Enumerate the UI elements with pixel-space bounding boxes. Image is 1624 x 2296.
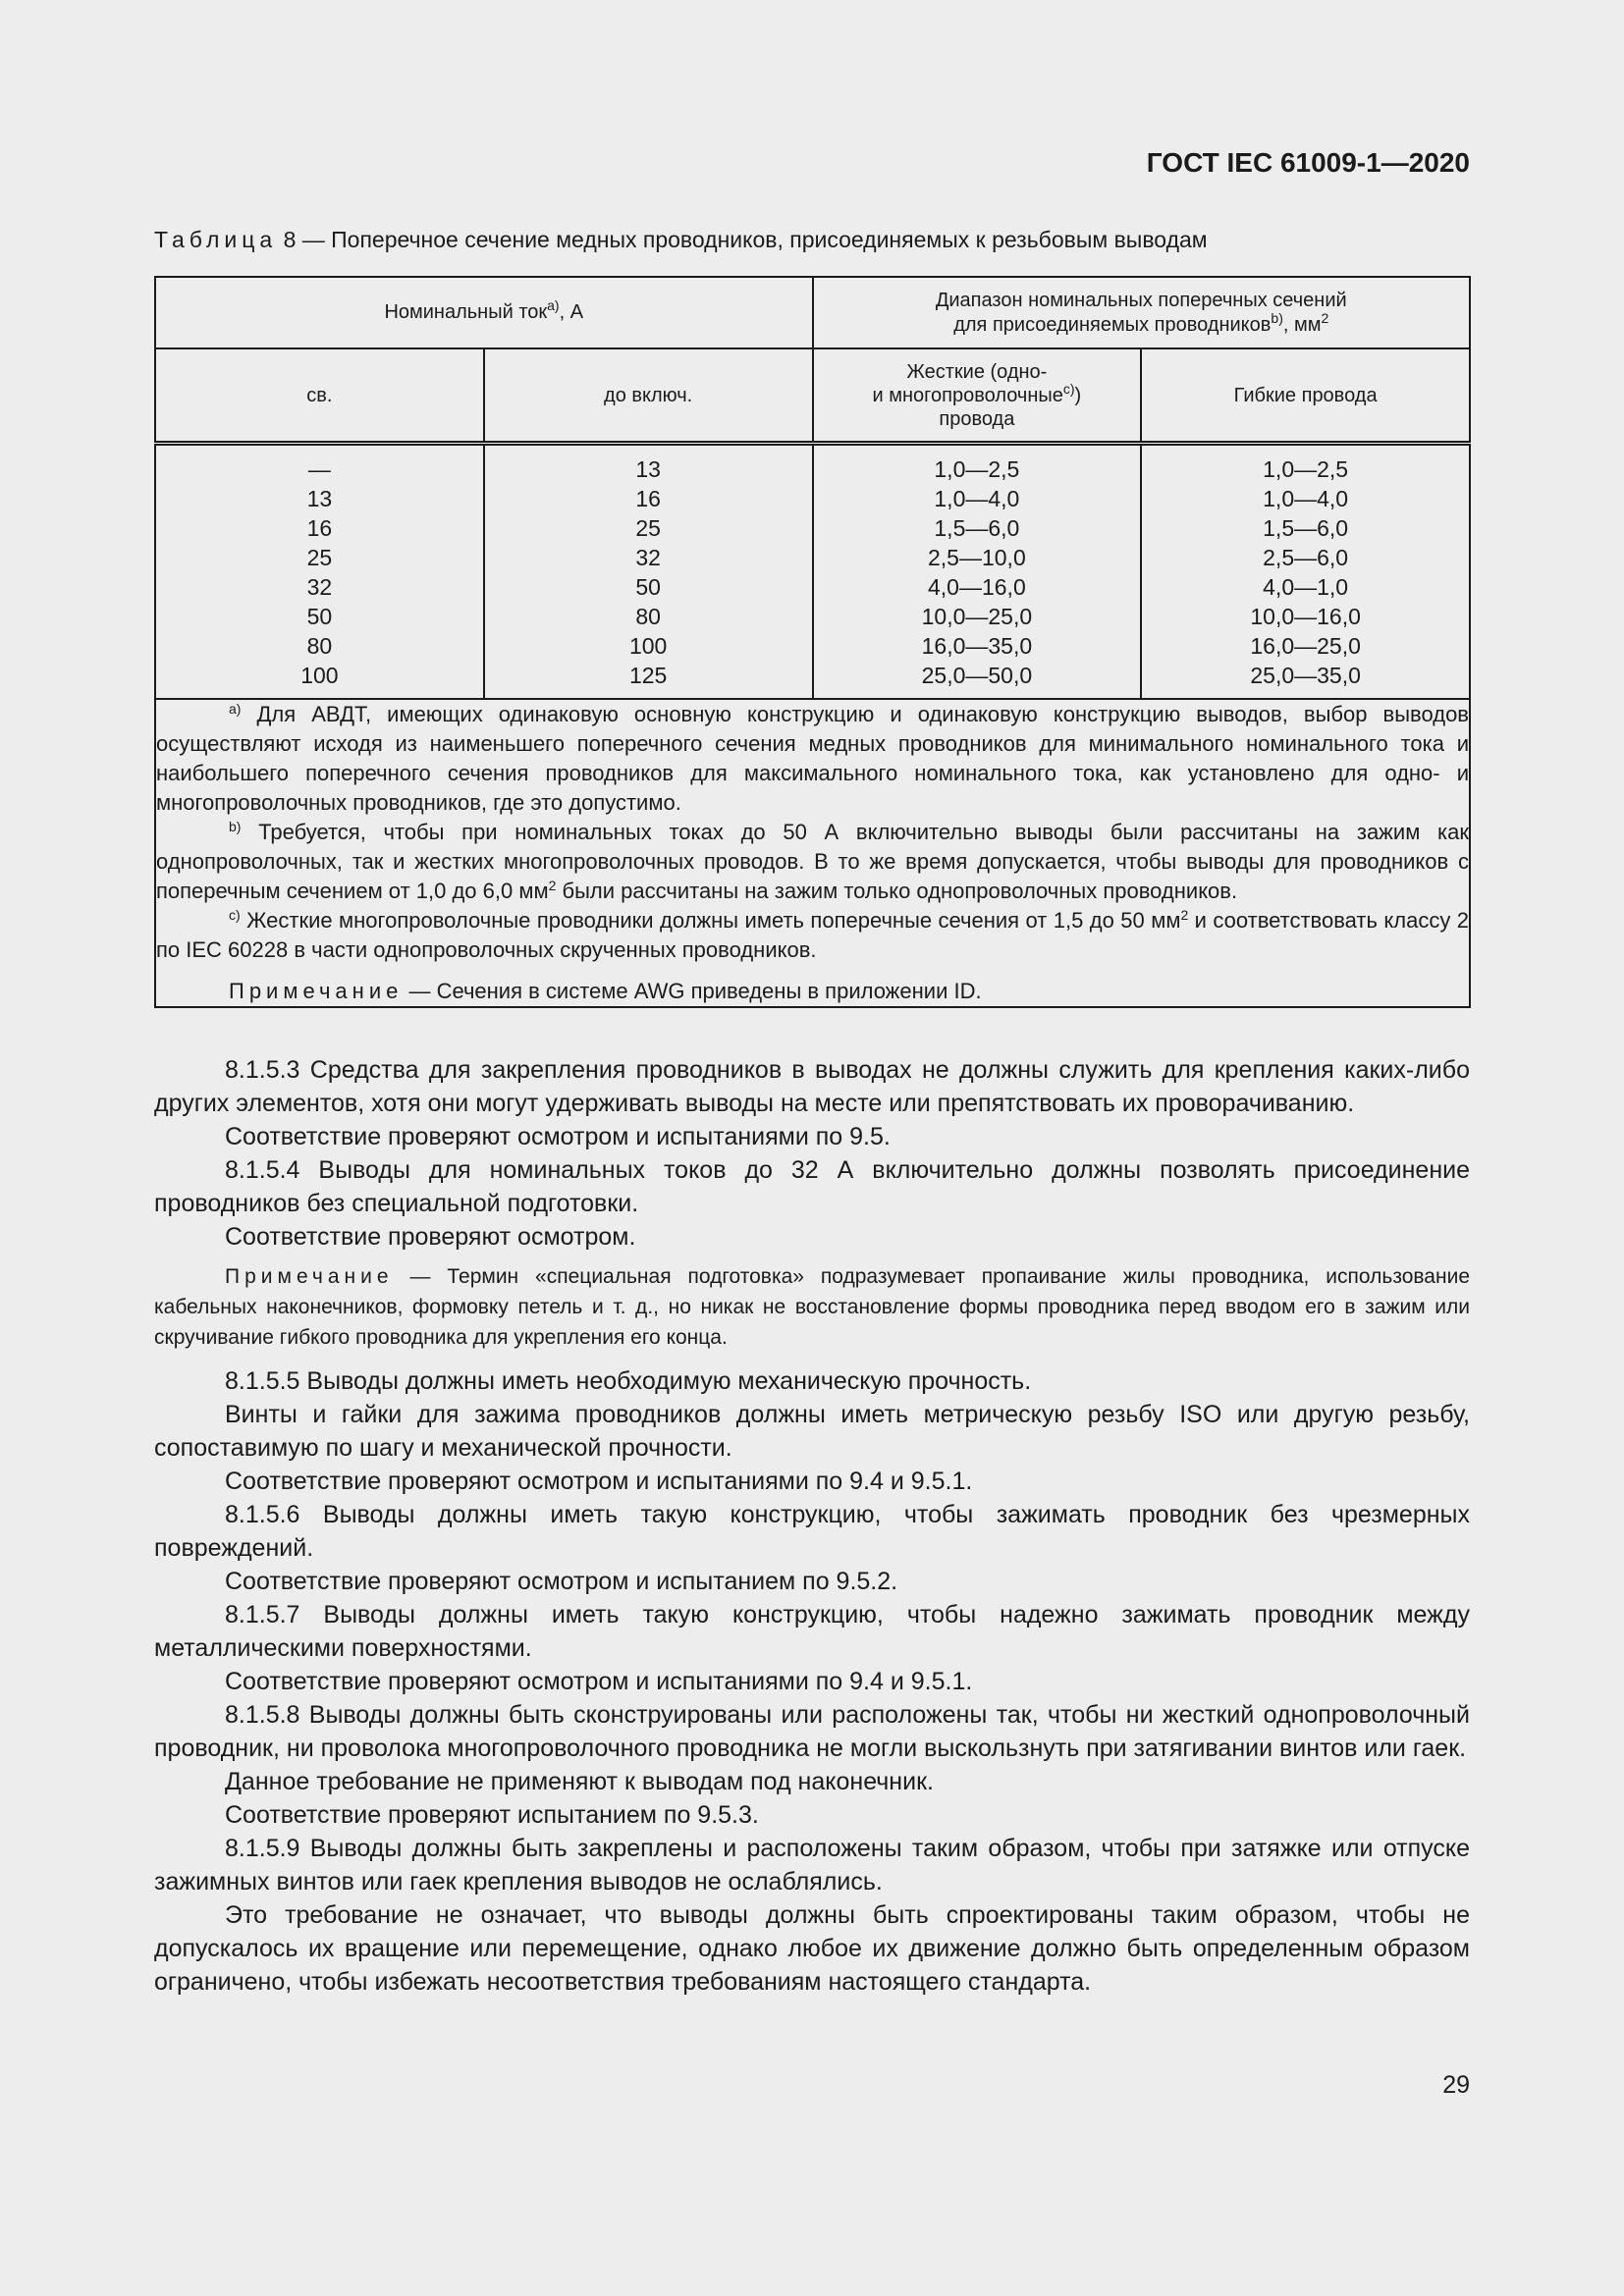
table-cell: 13 [306,485,333,511]
table-cell: 1,5—6,0 [1263,514,1349,541]
paragraph: Соответствие проверяют испытанием по 9.5.3. [225,1801,759,1829]
cross-section-header: Диапазон номинальных поперечных сечений для присоединяемых проводников$^{b)}$, $мм^2$ [813,277,1471,348]
table-data [155,444,1470,700]
paragraph: Соответствие проверяют осмотром и испытаниями по 9.4 и 9.5.1. [225,1468,973,1495]
table-cell: 1,0—2,5 [934,455,1020,482]
page-number: 29 [1442,2071,1470,2099]
table-cell: 13 [635,455,661,482]
table-cell: 10,0—25,0 [921,603,1033,629]
document-header: ГОСТ IEC 61009-1—2020 [1146,147,1470,178]
table-cell: 25,0—35,0 [1250,662,1361,688]
paragraph: 8.1.5.4 Выводы для номинальных токов до 32 А включительно должны позволять присоединение проводников без специальной подготовки. [154,1156,1470,1217]
table-cell: 4,0—16,0 [928,573,1026,600]
paragraph: Соответствие проверяют осмотром. [225,1223,636,1251]
table-footnotes [155,699,1470,1007]
footnote-b: $^{b)}$ Требуется, чтобы при номинальных токах до 50 А включительно выводы были рассчитаны на зажим как однопроволочных, так и жестких многопроволочных проводов. В то же время допускается, чтобы выводы для проводников с поперечным сечением от 1,0 до 6,0 $мм^2$ были рассчитаны на зажим только однопроволочных проводников. [156,819,1469,903]
table-cell: 16 [635,485,661,511]
body-note: Примечание — Термин «специальная подготовка» подразумевает пропаивание жилы проводника, использование кабельных наконечников, формовку петель и т. д., но никак не восстановление формы проводника перед вводом его в зажим или скручивание гибкого проводника для укрепления его конца. [154,1265,1470,1349]
body-text [154,1053,1470,1999]
table-cell: 16,0—35,0 [921,632,1033,659]
footnote-a: $^{a)}$ Для АВДТ, имеющих одинаковую основную конструкцию и одинаковую конструкцию выводов, выбор выводов осуществляют исходя из наименьшего поперечного сечения медных проводников для минимального номинального тока и наибольшего поперечного сечения проводников для максимального номинального тока, как установлено для одно- и многопроволочных проводников, где это допустимо. [156,701,1469,815]
table-cell: 2,5—6,0 [1263,544,1349,570]
table-cell: 25 [306,544,333,570]
paragraph: Соответствие проверяют осмотром и испытаниями по 9.4 и 9.5.1. [225,1668,973,1695]
table-cell: 16,0—25,0 [1250,632,1361,659]
table-caption-text: 8 — Поперечное сечение медных проводников, присоединяемых к резьбовым выводам [277,227,1208,252]
paragraph: Данное требование не применяют к выводам под наконечник. [225,1768,934,1795]
paragraph: 8.1.5.6 Выводы должны иметь такую конструкцию, чтобы зажимать проводник без чрезмерных повреждений. [154,1501,1470,1562]
table-caption-label: Таблица [154,227,278,252]
table-footnotes-row [155,699,1470,1007]
col-to-values [484,444,813,700]
table-cell: 25 [635,514,661,541]
table-cell: 1,5—6,0 [934,514,1020,541]
table-cell: 50 [306,603,333,629]
paragraph: 8.1.5.7 Выводы должны иметь такую конструкцию, чтобы надежно зажимать проводник между металлическими поверхностями. [154,1601,1470,1662]
col-flex-header: Гибкие провода [1141,348,1470,444]
table-cell: 1,0—4,0 [1263,485,1349,511]
table-cell: 1,0—4,0 [934,485,1020,511]
table-header-row-2 [155,348,1470,444]
table-cell: 25,0—50,0 [921,662,1033,688]
table-cell: 16 [306,514,333,541]
table-cell: 32 [635,544,661,570]
paragraph: 8.1.5.8 Выводы должны быть сконструированы или расположены так, чтобы ни жесткий однопроволочный проводник, ни проволока многопроволочного проводника не могли выскользнуть при затягивании винтов или гаек. [154,1701,1470,1762]
table-cell: 125 [628,662,668,688]
table-cell: 4,0—1,0 [1263,573,1349,600]
paragraph: Соответствие проверяют осмотром и испытанием по 9.5.2. [225,1568,898,1595]
table-cell: 80 [635,603,661,629]
table-cell: 50 [635,573,661,600]
table-cell: 80 [306,632,333,659]
table-cell: 2,5—10,0 [928,544,1026,570]
col-rigid-values [813,444,1142,700]
col-rigid-header: Жесткие (одно- и многопроволочные$^{c)}$) провода [813,348,1142,444]
table-cell: 100 [628,632,668,659]
table-cell: 10,0—16,0 [1250,603,1361,629]
table-cell: 100 [300,662,339,688]
paragraph: 8.1.5.5 Выводы должны иметь необходимую механическую прочность. [225,1367,1032,1395]
paragraph: 8.1.5.9 Выводы должны быть закреплены и расположены таким образом, чтобы при затяжке или отпуске зажимных винтов или гаек крепления выводов не ослаблялись. [154,1835,1470,1896]
table-cell: — [307,455,331,482]
col-from-values [155,444,484,700]
paragraph: Соответствие проверяют осмотром и испытаниями по 9.5. [225,1123,891,1150]
conductor-table [154,276,1471,1008]
col-flex-values [1141,444,1470,700]
table-cell: 1,0—2,5 [1263,455,1349,482]
table-cell: 32 [306,573,333,600]
col-to-header: до включ. [484,348,813,444]
col-from-header: св. [155,348,484,444]
table-note: Примечание — Сечения в системе AWG приведены в приложении ID. [229,979,982,1003]
rated-current-header: Номинальный ток$^{a)}$, А [155,277,813,348]
paragraph: Это требование не означает, что выводы должны быть спроектированы таким образом, чтобы не допускалось их вращение или перемещение, однако любое их движение должно быть определенным образом ограничено, чтобы избежать несоответствия требованиям настоящего стандарта. [154,1901,1470,1996]
table-header-row-1 [155,277,1470,348]
footnote-c: $^{c)}$ Жесткие многопроволочные проводники должны иметь поперечные сечения от 1,5 до 50 $мм^2$ и соответствовать классу 2 по IEC 60228 в части однопроволочных скрученных проводников. [156,907,1469,962]
paragraph: 8.1.5.3 Средства для закрепления проводников в выводах не должны служить для крепления каких-либо других элементов, хотя они могут удерживать выводы на месте или препятствовать их проворачиванию. [154,1056,1470,1117]
table-caption [154,227,1470,253]
paragraph: Винты и гайки для зажима проводников должны иметь метрическую резьбу ISO или другую резьбу, сопоставимую по шагу и механической прочности. [154,1401,1470,1462]
